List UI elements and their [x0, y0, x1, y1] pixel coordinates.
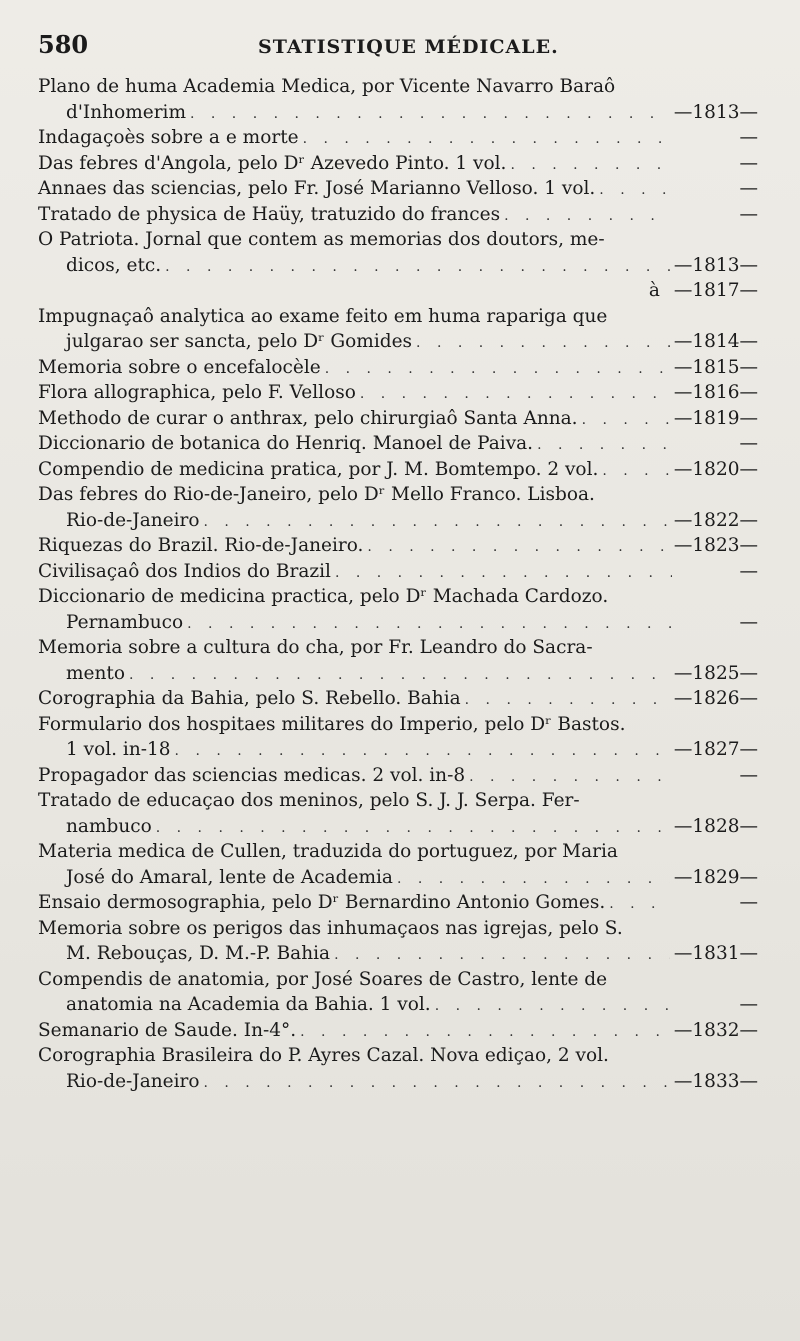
entry-title: Corographia Brasileira do P. Ayres Cazal. Nova ediçao, 2 vol.: [38, 1045, 609, 1066]
entry-year: —1828—: [673, 815, 758, 837]
dot-leader: [602, 459, 670, 485]
entry-title: Das febres do Rio-de-Janeiro, pelo Dʳ Mello Franco. Lisboa.: [38, 484, 595, 505]
entry-title: mento: [66, 662, 125, 684]
entry-title: dicos, etc.: [66, 254, 162, 276]
entry-year: —1825—: [673, 662, 758, 684]
entry-year: —: [739, 611, 758, 633]
entry-title: nambuco: [66, 815, 152, 837]
entry-title: Tratado de physica de Haüy, tratuzido do frances: [38, 203, 501, 225]
entry-year: —: [739, 203, 758, 225]
bibliography-entry: [38, 890, 758, 916]
entry-title: Memoria sobre o encefalocèle: [38, 356, 321, 378]
entry-year: —: [739, 152, 758, 174]
entry-line: [38, 329, 758, 355]
entry-line: [38, 304, 758, 330]
dot-leader: [609, 892, 672, 918]
entry-title: Rio-de-Janeiro: [66, 509, 200, 531]
entry-title: Das febres d'Angola, pelo Dʳ Azevedo Pinto. 1 vol.: [38, 152, 507, 174]
bibliography-entry: [38, 227, 758, 304]
entry-title: O Patriota. Jornal que contem as memorias dos doutors, me-: [38, 229, 605, 250]
dot-leader: [335, 561, 672, 587]
bibliography-entry: [38, 482, 758, 533]
dot-leader: [510, 153, 672, 179]
entry-line: [38, 202, 758, 228]
entry-year: —1822—: [673, 509, 758, 531]
entry-line: [38, 227, 758, 253]
entry-year: —1831—: [673, 943, 758, 964]
entry-title: Pernambuco: [66, 611, 184, 633]
bibliography-entry: [38, 457, 758, 483]
bibliography-entry: [38, 559, 758, 585]
dot-leader: [203, 510, 669, 536]
entry-title: Indagaçoès sobre a e morte: [38, 127, 299, 148]
entry-year: —1816—: [673, 382, 758, 403]
entry-title: Ensaio dermosographia, pelo Dʳ Bernardino Antonio Gomes.: [38, 892, 606, 913]
entry-line: [38, 151, 758, 177]
dot-leader: [165, 255, 670, 281]
entry-line: [38, 533, 758, 559]
entry-year: —1813—: [673, 254, 758, 276]
page-number: 580: [38, 30, 89, 59]
entry-line: [38, 253, 758, 279]
bibliography-entry: [38, 1043, 758, 1094]
dot-leader: [599, 178, 672, 204]
entry-year: —1813—: [673, 101, 758, 123]
entry-line: [38, 584, 758, 610]
entry-title: José do Amaral, lente de Academia: [66, 866, 393, 888]
dot-leader: [469, 765, 672, 791]
entry-line: [38, 457, 758, 483]
bibliography-entry: [38, 788, 758, 839]
entry-year: —1832—: [673, 1019, 758, 1041]
dot-leader: [325, 357, 670, 383]
dot-leader: [156, 816, 670, 842]
range-word: à: [648, 280, 660, 301]
bibliography-entry: [38, 176, 758, 202]
entry-line: [38, 865, 758, 891]
entry-title: Methodo de curar o anthrax, pelo chirurgiaô Santa Anna.: [38, 407, 578, 429]
entry-year: —: [739, 127, 758, 148]
dot-leader: [190, 102, 670, 128]
bibliography-entry: [38, 839, 758, 890]
entry-title: Materia medica de Cullen, traduzida do portuguez, por Maria: [38, 841, 618, 862]
entry-line: [38, 559, 758, 585]
entry-line: [38, 355, 758, 381]
page-header: [38, 30, 758, 66]
entry-year-end: —1817—: [673, 280, 758, 301]
bibliography-entry: [38, 967, 758, 1018]
entry-title: anatomia na Academia da Bahia. 1 vol.: [66, 994, 431, 1015]
entry-line: [38, 712, 758, 738]
entry-line: [38, 635, 758, 661]
entry-title: Riquezas do Brazil. Rio-de-Janeiro.: [38, 535, 364, 556]
entry-title: Memoria sobre os perigos das inhumaçaos nas igrejas, pelo S.: [38, 917, 623, 939]
entry-year: —1826—: [673, 688, 758, 709]
dot-leader: [416, 331, 670, 357]
dot-leader: [465, 688, 670, 714]
bibliography-entry: [38, 304, 758, 355]
entry-line: [38, 967, 758, 993]
entry-line: [38, 661, 758, 687]
entry-title: Propagador das sciencias medicas. 2 vol. in-8: [38, 764, 466, 786]
entry-line: [38, 839, 758, 865]
entry-year: —1820—: [673, 458, 758, 480]
entry-year: —1819—: [673, 407, 758, 429]
dot-leader: [435, 994, 672, 1020]
bibliography-entry: [38, 406, 758, 432]
entry-line: [38, 406, 758, 432]
entry-title: Semanario de Saude. In-4°.: [38, 1019, 297, 1041]
running-title: STATISTIQUE MÉDICALE.: [258, 36, 559, 58]
dot-leader: [300, 1020, 670, 1046]
entry-line: [38, 890, 758, 916]
entry-line: [38, 788, 758, 814]
entry-title: Memoria sobre a cultura do cha, por Fr. Leandro do Sacra-: [38, 637, 593, 658]
dot-leader: [360, 382, 670, 408]
entry-line: [38, 686, 758, 712]
entry-year: —1815—: [673, 356, 758, 378]
entry-title: Flora allographica, pelo F. Velloso: [38, 382, 356, 403]
bibliography-entry: [38, 686, 758, 712]
entry-line: [38, 1069, 758, 1095]
dot-leader: [367, 535, 669, 561]
entry-title: d'Inhomerim: [66, 101, 186, 123]
entry-line: [38, 737, 758, 763]
dot-leader: [504, 204, 672, 230]
entry-year: —: [739, 892, 758, 913]
dot-leader: [129, 663, 670, 689]
dot-leader: [187, 612, 672, 638]
entry-line: [38, 814, 758, 840]
entry-line: [38, 1043, 758, 1069]
entry-line: [38, 125, 758, 151]
entry-line: [38, 74, 758, 100]
bibliography-entry: [38, 380, 758, 406]
dot-leader: [334, 943, 670, 969]
bibliography-entry: [38, 355, 758, 381]
entry-title: Impugnaçaô analytica ao exame feito em huma rapariga que: [38, 305, 608, 327]
dot-leader: [175, 739, 670, 765]
bibliography-entry: [38, 533, 758, 559]
entry-title: Rio-de-Janeiro: [66, 1070, 200, 1092]
bibliography-entry: [38, 202, 758, 228]
entry-line: [38, 610, 758, 636]
bibliography-entry: [38, 1018, 758, 1044]
entry-line: [38, 482, 758, 508]
dot-leader: [537, 433, 672, 459]
entry-title: Plano de huma Academia Medica, por Vicente Navarro Baraô: [38, 76, 616, 97]
bibliography-entry: [38, 125, 758, 151]
entry-title: julgarao ser sancta, pelo Dʳ Gomides: [66, 331, 413, 352]
bibliography-list: [38, 74, 758, 1094]
entry-title: Corographia da Bahia, pelo S. Rebello. Bahia: [38, 688, 461, 709]
entry-line: [38, 1018, 758, 1044]
dot-leader: [203, 1071, 669, 1097]
entry-line: [38, 508, 758, 534]
bibliography-entry: [38, 74, 758, 125]
bibliography-entry: [38, 763, 758, 789]
entry-line: [38, 380, 758, 406]
entry-year: —1814—: [673, 331, 758, 352]
entry-line: [38, 916, 758, 942]
entry-year: —1829—: [673, 866, 758, 888]
entry-line: [38, 431, 758, 457]
entry-year: —1823—: [673, 535, 758, 556]
entry-year: —: [739, 433, 758, 454]
entry-line: [38, 176, 758, 202]
entry-title: Compendis de anatomia, por José Soares de Castro, lente de: [38, 968, 608, 990]
entry-year: —: [739, 764, 758, 786]
entry-line: [38, 763, 758, 789]
entry-title: Tratado de educaçao dos meninos, pelo S. J. J. Serpa. Fer-: [38, 790, 580, 811]
dot-leader: [582, 408, 670, 434]
entry-title: Compendio de medicina pratica, por J. M. Bomtempo. 2 vol.: [38, 458, 599, 480]
entry-title: Diccionario de botanica do Henriq. Manoel de Paiva.: [38, 433, 534, 454]
entry-year: —: [739, 994, 758, 1015]
bibliography-entry: [38, 151, 758, 177]
entry-year-range-end: [38, 278, 758, 304]
entry-title: Annaes das sciencias, pelo Fr. José Marianno Velloso. 1 vol.: [38, 178, 596, 199]
entry-year: —1833—: [673, 1070, 758, 1092]
entry-title: Diccionario de medicina practica, pelo Dʳ Machada Cardozo.: [38, 586, 609, 607]
bibliography-entry: [38, 431, 758, 457]
entry-year: —1827—: [673, 739, 758, 760]
entry-line: [38, 100, 758, 126]
entry-title: Formulario dos hospitaes militares do Imperio, pelo Dʳ Bastos.: [38, 713, 626, 735]
dot-leader: [397, 867, 670, 893]
bibliography-entry: [38, 635, 758, 686]
entry-title: M. Rebouças, D. M.-P. Bahia: [66, 943, 331, 964]
entry-year: —: [739, 560, 758, 582]
entry-year: —: [739, 178, 758, 199]
entry-title: 1 vol. in-18: [66, 739, 171, 760]
bibliography-entry: [38, 584, 758, 635]
bibliography-entry: [38, 712, 758, 763]
entry-line: [38, 941, 758, 967]
bibliography-entry: [38, 916, 758, 967]
entry-title: Civilisaçaô dos Indios do Brazil: [38, 560, 331, 582]
entry-line: [38, 992, 758, 1018]
dot-leader: [303, 127, 672, 153]
